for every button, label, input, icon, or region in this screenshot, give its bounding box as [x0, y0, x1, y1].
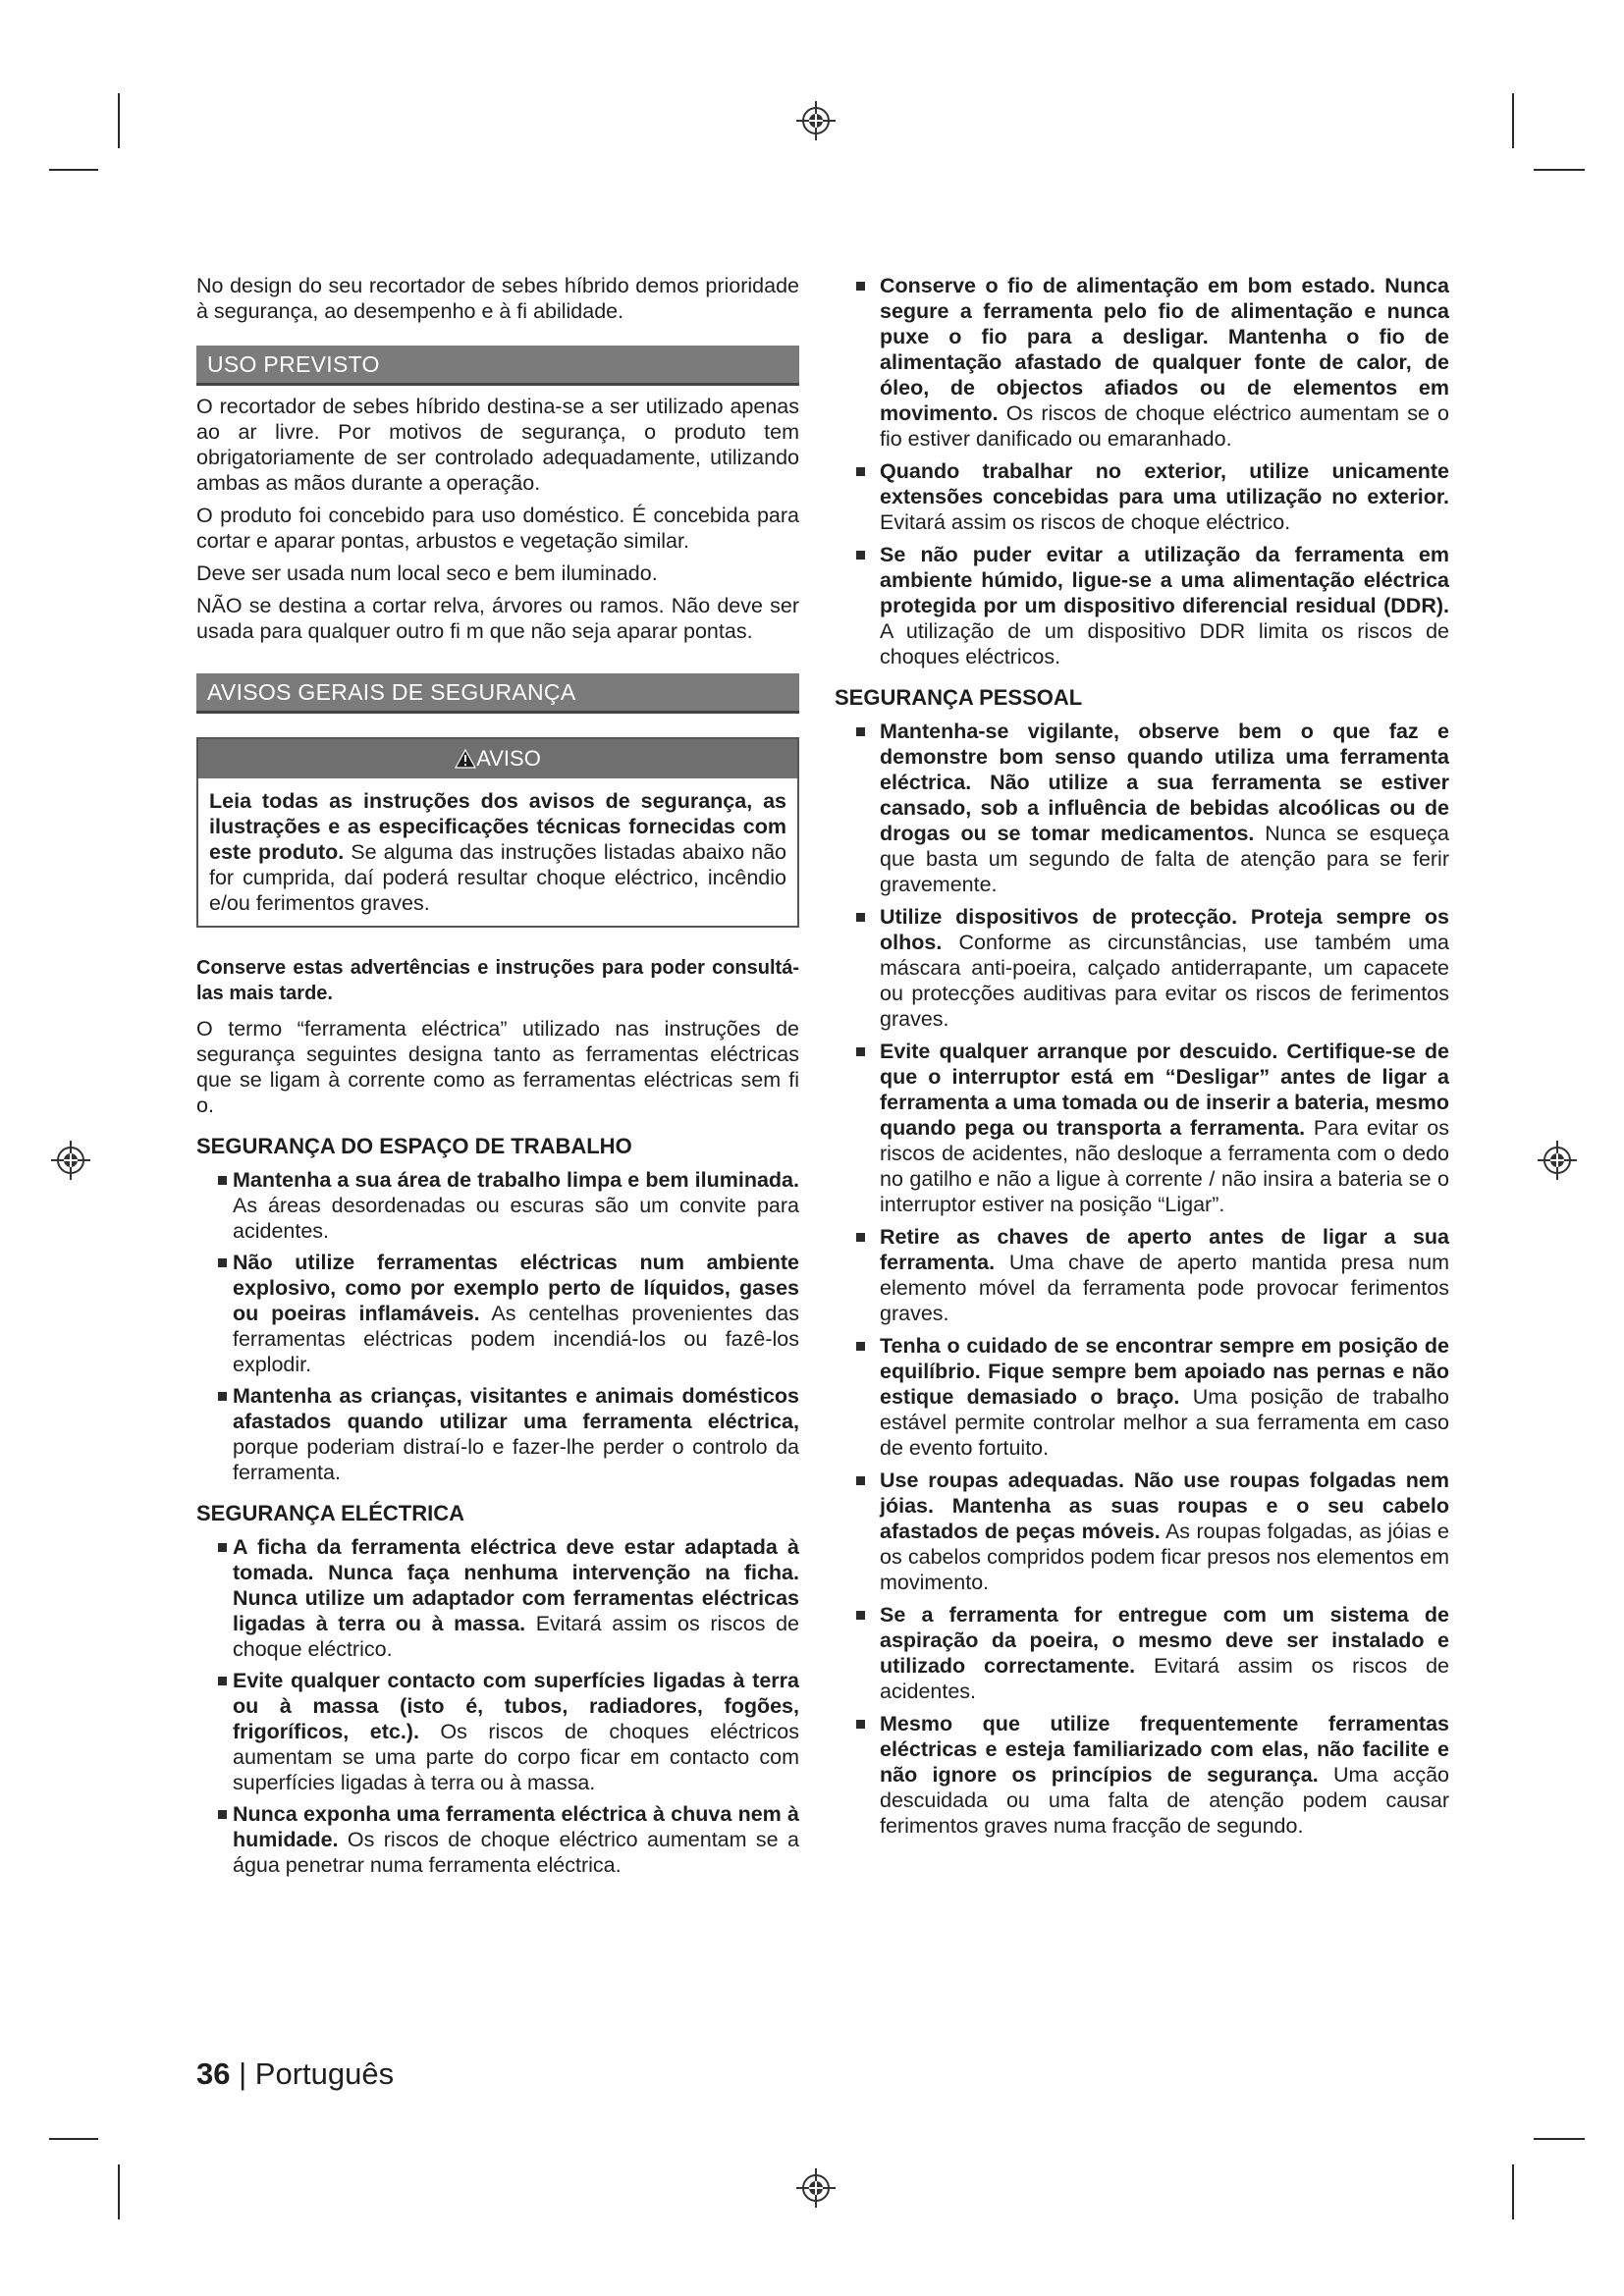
item-bold: Mantenha as crianças, visitantes e animais domésticos afastados quando utilizar uma ferramenta eléctrica, [233, 1384, 799, 1433]
bullet-square-icon [856, 1233, 865, 1242]
item-text: As centelhas provenientes das ferramentas eléctricas podem incendiá-los ou fazê-los explodir. [233, 1302, 800, 1376]
bullet-square-icon [218, 1677, 227, 1685]
list-item [854, 1224, 1449, 1326]
item-text: Conforme as circunstâncias, use também uma máscara anti-poeira, calçado antiderrapante, um capacete ou protecções auditivas para evitar os riscos de ferimentos graves. [880, 931, 1449, 1031]
item-bold: Retire as chaves de aperto antes de ligar a sua ferramenta. [880, 1225, 1449, 1274]
bullet-square-icon [856, 282, 865, 291]
uso-previsto-body [196, 394, 799, 644]
list-item [196, 1668, 799, 1795]
list-item [854, 542, 1449, 669]
list-item [854, 1711, 1449, 1839]
item-text: Evitará assim os riscos de choque eléctrico. [233, 1612, 799, 1661]
item-bold: Quando trabalhar no exterior, utilize unicamente extensões concebidas para uma utilização no exterior. [880, 459, 1449, 508]
bullet-square-icon [218, 1258, 227, 1267]
footer-separator: | [239, 2056, 247, 2091]
list-item [854, 719, 1449, 897]
paragraph: O produto foi concebido para uso doméstico. É concebida para cortar e aparar pontas, arbustos e vegetação similar. [196, 504, 799, 553]
crop-mark [1534, 2138, 1585, 2140]
item-bold: Use roupas adequadas. Não use roupas folgadas nem jóias. Mantenha as suas roupas e o seu cabelo afastados de peças móveis. [880, 1468, 1449, 1543]
bullet-square-icon [856, 1611, 865, 1620]
bullet-square-icon [218, 1176, 227, 1185]
bullet-square-icon [218, 1810, 227, 1819]
item-text: Nunca se esqueça que basta um segundo de falta de atenção para se ferir gravemente. [880, 822, 1449, 896]
crop-mark [1512, 93, 1514, 148]
page-language: Português [254, 2056, 395, 2091]
item-text: Uma acção descuidada ou uma falta de atenção podem causar ferimentos graves numa fracção de segundo. [880, 1763, 1449, 1838]
item-bold: Conserve o fio de alimentação em bom estado. Nunca segure a ferramenta pelo fio de alimentação e nunca puxe o fio para a desligar. Mantenha o fio de alimentação afastado de qualquer fonte de calor, de óleo, de objectos afiados ou de elementos em movimento. [880, 274, 1449, 425]
item-bold: Evite qualquer arranque por descuido. Certifique-se de que o interruptor está em “Desligar” antes de ligar a ferramenta a uma tomada ou de inserir a bateria, mesmo quando pega ou transporta a ferramenta. [880, 1040, 1449, 1140]
item-bold: Mantenha a sua área de trabalho limpa e bem iluminada. [233, 1168, 799, 1192]
crop-mark [1512, 2164, 1514, 2219]
paragraph: O recortador de sebes híbrido destina-se a ser utilizado apenas ao ar livre. Por motivos de segurança, o produto tem obrigatoriamente de ser controlado adequadamente, utilizando ambas as mãos durante a operação. [196, 395, 799, 495]
warning-title-text: AVISO [476, 746, 541, 771]
list-item [196, 1167, 799, 1244]
item-text: Evitará assim os riscos de acidentes. [880, 1654, 1449, 1703]
item-text: As áreas desordenadas ou escuras são um convite para acidentes. [233, 1194, 799, 1243]
warning-body [198, 778, 797, 926]
item-text: porque poderiam distraí-lo e fazer-lhe perder o controlo da ferramenta. [233, 1435, 799, 1484]
electrica-title: SEGURANÇA ELÉCTRICA [196, 1501, 464, 1525]
list-item [196, 1383, 799, 1485]
item-text: Os riscos de choque eléctrico aumentam se a água penetrar numa ferramenta eléctrica. [233, 1828, 799, 1877]
item-bold: Se não puder evitar a utilização da ferramenta em ambiente húmido, ligue-se a uma alimentação eléctrica protegida por um dispositivo diferencial residual (DDR). [880, 543, 1449, 617]
page-number: 36 [196, 2056, 231, 2091]
paragraph: NÃO se destina a cortar relva, árvores ou ramos. Não deve ser usada para qualquer outro fi m que não seja aparar pontas. [196, 594, 799, 643]
registration-mark-icon [1538, 1141, 1577, 1180]
list-item [854, 904, 1449, 1032]
bullet-square-icon [218, 1392, 227, 1401]
item-text: As roupas folgadas, as jóias e os cabelos compridos podem ficar presos nos elementos em movimento. [880, 1520, 1449, 1594]
warning-triangle-icon [455, 749, 476, 769]
bullet-square-icon [856, 1476, 865, 1485]
item-text: A utilização de um dispositivo DDR limita os riscos de choques eléctricos. [880, 619, 1449, 668]
list-item [854, 1602, 1449, 1704]
keep-instructions-note: Conserve estas advertências e instruções para poder consultá-las mais tarde. [196, 957, 799, 1004]
item-bold: Não utilize ferramentas eléctricas num ambiente explosivo, como por exemplo perto de líquidos, gases ou poeiras inflamáveis. [233, 1251, 799, 1325]
warning-bold-text: Leia todas as instruções dos avisos de segurança, as ilustrações e as especificações técnicas fornecidas com este produto. [209, 789, 786, 864]
list-item [854, 1039, 1449, 1217]
item-bold: Tenha o cuidado de se encontrar sempre em posição de equilíbrio. Fique sempre bem apoiado nas pernas e não estique demasiado o braço. [880, 1334, 1449, 1409]
uso-previsto-header: USO PREVISTO [196, 346, 799, 386]
intro-paragraph: No design do seu recortador de sebes híbrido demos prioridade à segurança, ao desempenho e à fi abilidade. [196, 274, 799, 323]
item-bold: Se a ferramenta for entregue com um sistema de aspiração da poeira, o mesmo deve ser instalado e utilizado correctamente. [880, 1603, 1449, 1678]
bullet-square-icon [856, 467, 865, 476]
list-item [854, 458, 1449, 535]
item-text: Os riscos de choque eléctrico aumentam se o fio estiver danificado ou emaranhado. [880, 401, 1449, 451]
warning-text: Se alguma das instruções listadas abaixo não for cumprida, daí poderá resultar choque eléctrico, incêndio e/ou ferimentos graves. [209, 840, 787, 915]
item-text: Para evitar os riscos de acidentes, não desloque a ferramenta com o dedo no gatilho e não a ligue à corrente / não insira a bateria se o interruptor estiver na posição “Ligar”. [880, 1116, 1449, 1216]
page-footer [196, 2055, 394, 2094]
right-column [835, 273, 1450, 1845]
item-text: Evitará assim os riscos de choque eléctrico. [880, 510, 1291, 534]
crop-mark [49, 2138, 98, 2140]
list-item [854, 1468, 1449, 1595]
left-column [196, 273, 799, 1884]
espaco-title: SEGURANÇA DO ESPAÇO DE TRABALHO [196, 1134, 632, 1158]
item-bold: Mantenha-se vigilante, observe bem o que faz e demonstre bom senso quando utiliza uma ferramenta eléctrica. Não utilize a sua ferramenta se estiver cansado, sob a influência de bebidas alcoólicas ou de drogas ou se tomar medicamentos. [880, 720, 1449, 845]
crop-mark [118, 93, 120, 148]
warning-title [198, 739, 797, 778]
pessoal-title: SEGURANÇA PESSOAL [835, 685, 1083, 710]
item-bold: Evite qualquer contacto com superfícies ligadas à terra ou à massa (isto é, tubos, radiadores, fogões, frigoríficos, etc.). [233, 1669, 799, 1743]
bullet-square-icon [856, 551, 865, 560]
item-bold: Utilize dispositivos de protecção. Proteja sempre os olhos. [880, 905, 1449, 954]
registration-mark-icon [51, 1141, 90, 1180]
item-bold: Mesmo que utilize frequentemente ferramentas eléctricas e esteja familiarizado com elas, não facilite e não ignore os princípios de segurança. [880, 1712, 1449, 1787]
registration-mark-icon [796, 2168, 836, 2208]
bullet-square-icon [856, 727, 865, 736]
bullet-square-icon [856, 1047, 865, 1056]
item-bold: A ficha da ferramenta eléctrica deve estar adaptada à tomada. Nunca faça nenhuma intervenção na ficha. Nunca utilize um adaptador com ferramentas eléctricas ligadas à terra ou à massa. [233, 1535, 799, 1635]
bullet-square-icon [856, 913, 865, 922]
item-text: Os riscos de choques eléctricos aumentam se uma parte do corpo ficar em contacto com superfícies ligadas à terra ou à massa. [233, 1720, 799, 1794]
item-text: Uma chave de aperto mantida presa num elemento móvel da ferramenta pode provocar ferimentos graves. [880, 1251, 1450, 1325]
list-item [854, 1333, 1449, 1461]
registration-mark-icon [796, 101, 836, 140]
list-item [196, 1250, 799, 1377]
list-item [196, 1534, 799, 1662]
item-bold: Nunca exponha uma ferramenta eléctrica à chuva nem à humidade. [233, 1802, 799, 1851]
list-item [854, 273, 1449, 452]
avisos-header: AVISOS GERAIS DE SEGURANÇA [196, 673, 799, 714]
bullet-square-icon [856, 1342, 865, 1351]
crop-mark [118, 2164, 120, 2219]
bullet-square-icon [218, 1543, 227, 1552]
item-text: Uma posição de trabalho estável permite controlar melhor a sua ferramenta em caso de evento fortuito. [880, 1385, 1450, 1460]
paragraph: Deve ser usada num local seco e bem iluminado. [196, 561, 658, 585]
crop-mark [1534, 169, 1585, 171]
list-item [196, 1801, 799, 1878]
crop-mark [49, 169, 98, 171]
term-definition: O termo “ferramenta eléctrica” utilizado nas instruções de segurança seguintes designa tanto as ferramentas eléctricas que se ligam à corrente como as ferramentas eléctricas sem fi o. [196, 1017, 799, 1117]
bullet-square-icon [856, 1720, 865, 1729]
warning-box [196, 737, 799, 928]
